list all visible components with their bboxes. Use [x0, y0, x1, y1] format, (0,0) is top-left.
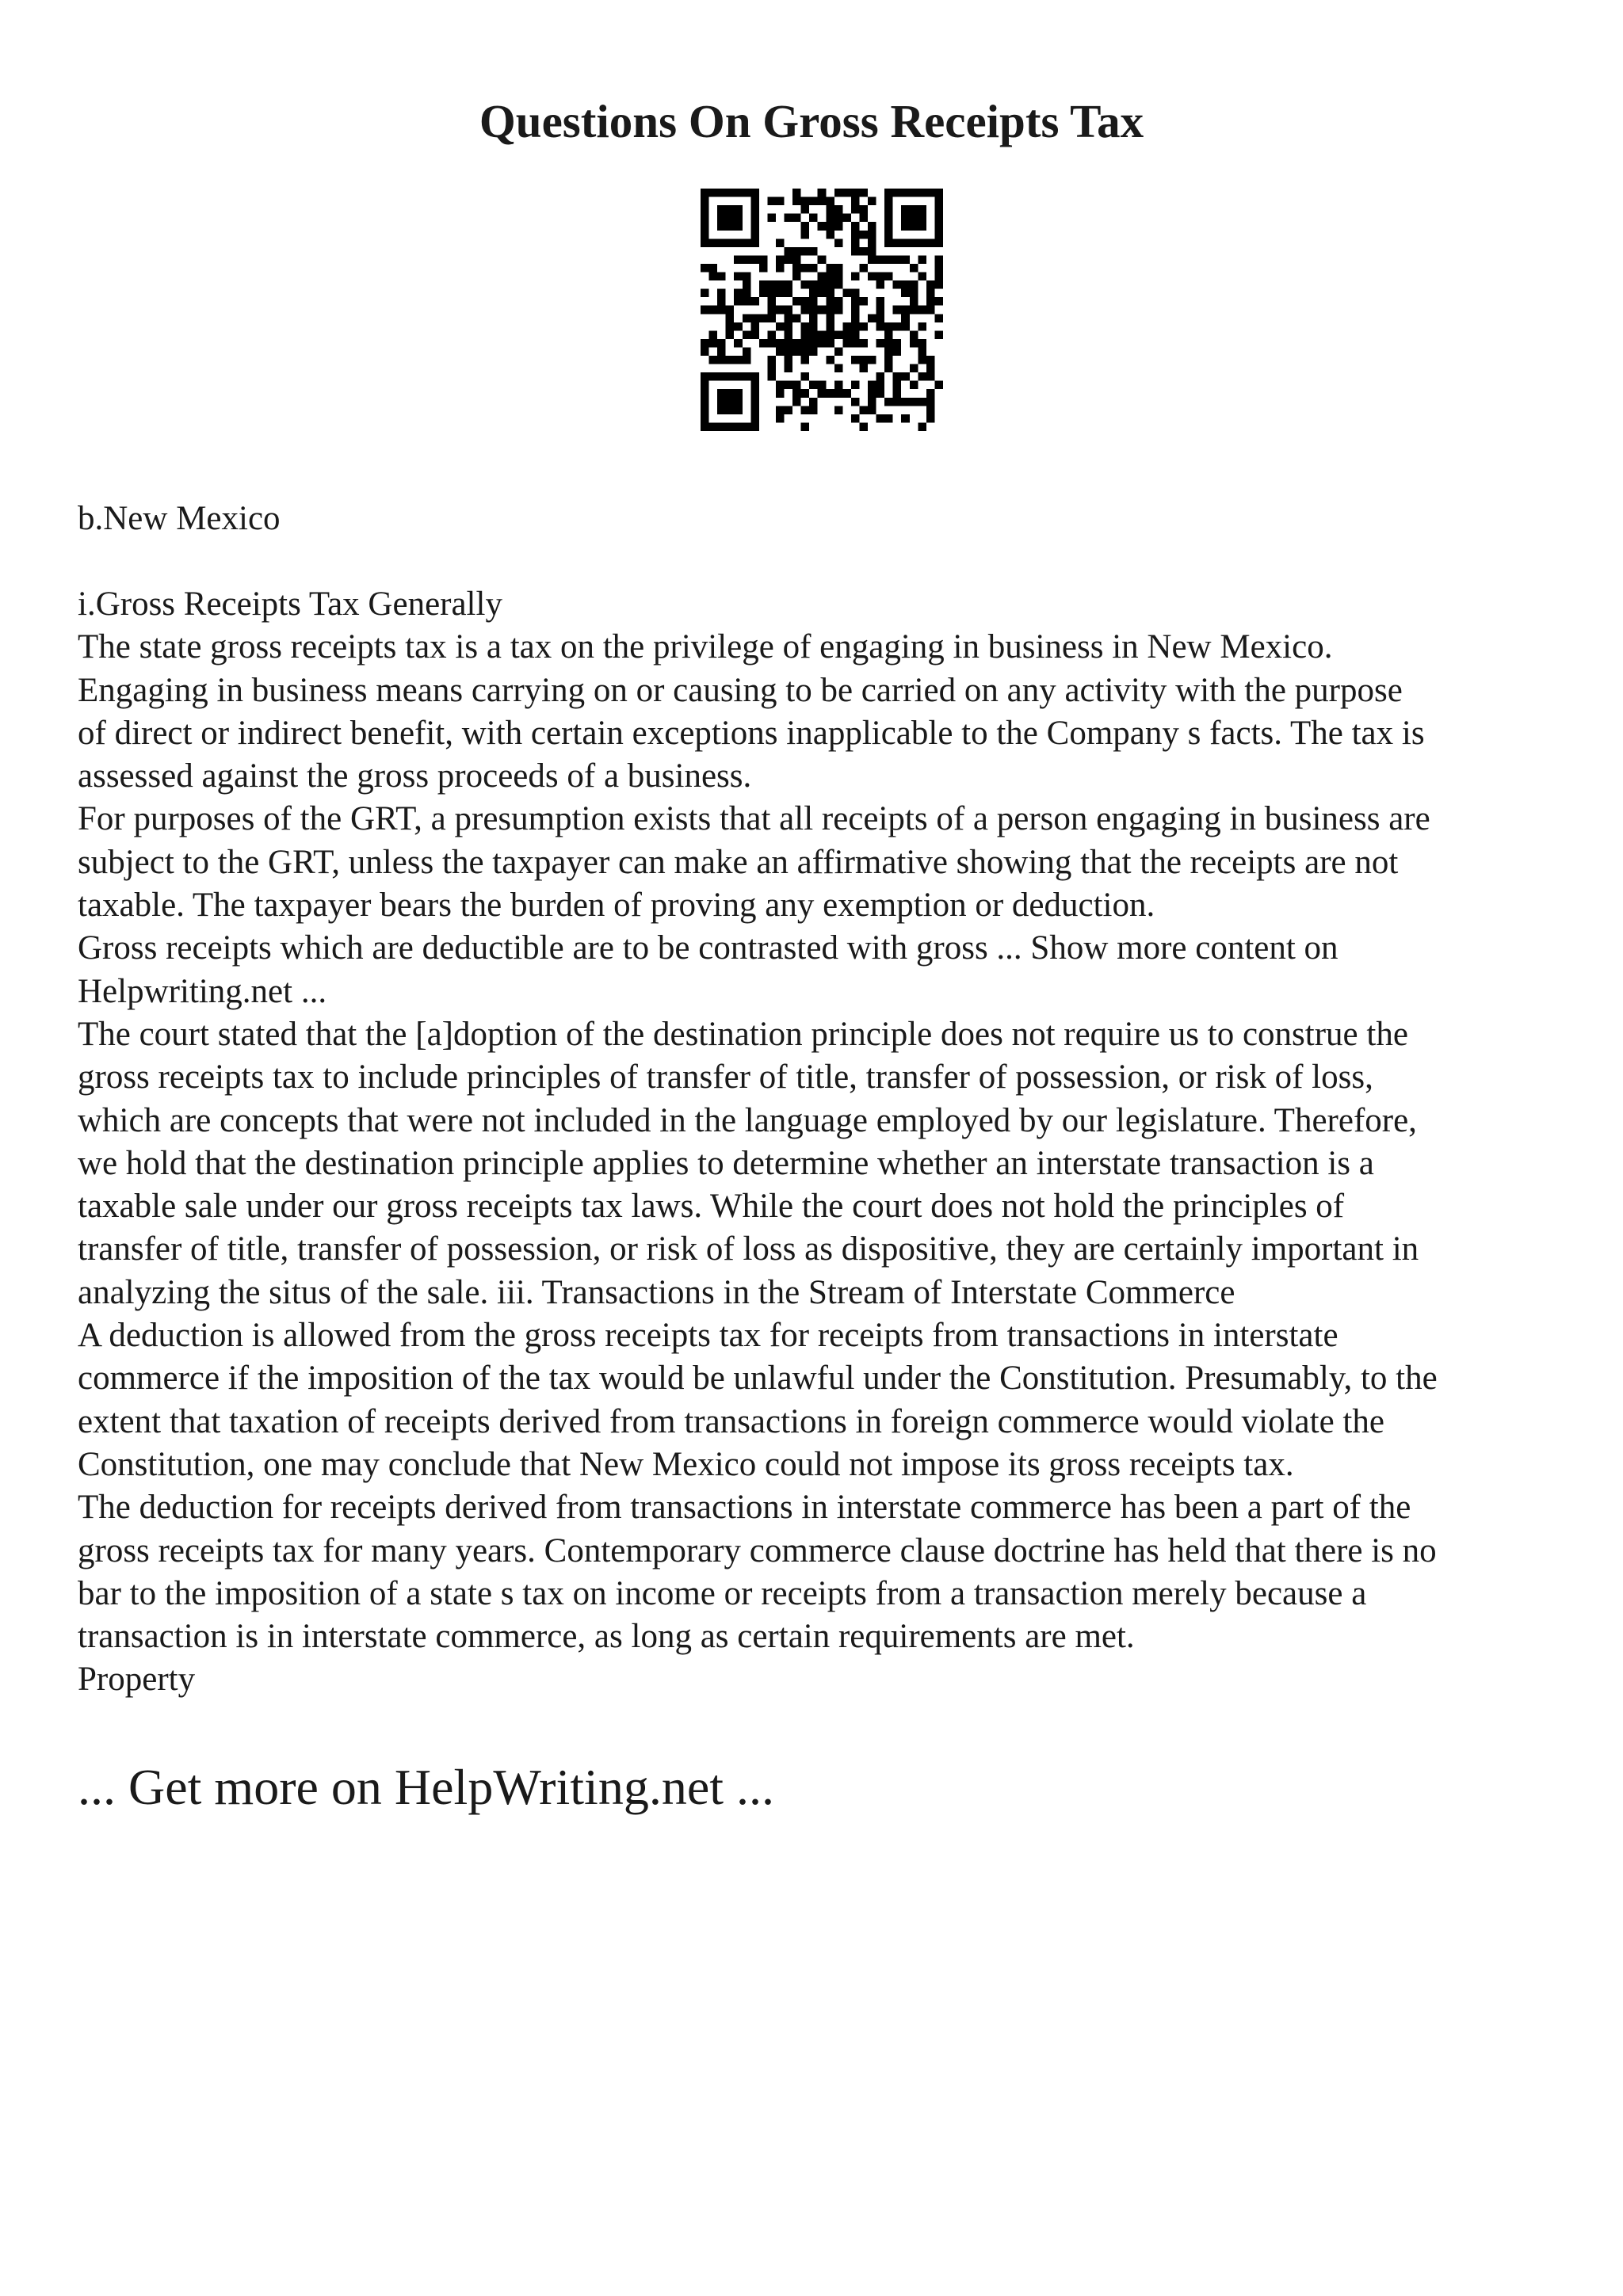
body-line: taxable sale under our gross receipts tax laws. While the court does not hold the principles of — [78, 1188, 1345, 1226]
body-line: The court stated that the [a]doption of the destination principle does not require us to construe the — [78, 1015, 1408, 1053]
body-line: transaction is in interstate commerce, as long as certain requirements are met. — [78, 1618, 1135, 1656]
body-line: Engaging in business means carrying on or causing to be carried on any activity with the purpose — [78, 671, 1403, 709]
qr-code-icon — [701, 189, 943, 431]
body-line: Helpwriting.net ... — [78, 972, 327, 1010]
section-heading: b.New Mexico — [78, 500, 281, 537]
body-line: we hold that the destination principle applies to determine whether an interstate transaction is a — [78, 1144, 1374, 1182]
body-line: gross receipts tax to include principles of transfer of title, transfer of possession, or risk of loss, — [78, 1058, 1373, 1097]
body-line: A deduction is allowed from the gross receipts tax for receipts from transactions in interstate — [78, 1317, 1338, 1355]
body-line: The deduction for receipts derived from transactions in interstate commerce has been a part of the — [78, 1489, 1411, 1527]
body-line: of direct or indirect benefit, with certain exceptions inapplicable to the Company s facts. The tax is — [78, 714, 1425, 752]
body-line: transfer of title, transfer of possession, or risk of loss as dispositive, they are certainly important in — [78, 1230, 1419, 1268]
body-line: bar to the imposition of a state s tax on income or receipts from a transaction merely because a — [78, 1574, 1367, 1612]
body-line: assessed against the gross proceeds of a business. — [78, 757, 752, 795]
body-line: Property — [78, 1661, 196, 1699]
body-line: taxable. The taxpayer bears the burden of proving any exemption or deduction. — [78, 887, 1155, 925]
page-title: Questions On Gross Receipts Tax — [479, 95, 1144, 147]
body-line: analyzing the situs of the sale. iii. Transactions in the Stream of Interstate Commerce — [78, 1273, 1235, 1311]
body-line: gross receipts tax for many years. Contemporary commerce clause doctrine has held that there is no — [78, 1531, 1437, 1569]
body-line: subject to the GRT, unless the taxpayer can make an affirmative showing that the receipts are not — [78, 843, 1399, 881]
body-line: The state gross receipts tax is a tax on the privilege of engaging in business in New Mexico. — [78, 628, 1333, 666]
body-line: commerce if the imposition of the tax would be unlawful under the Constitution. Presumably, to the — [78, 1360, 1438, 1398]
helpwriting-link[interactable]: ... Get more on HelpWriting.net ... — [78, 1759, 774, 1815]
body-line: Gross receipts which are deductible are to be contrasted with gross ... Show more content on — [78, 929, 1338, 967]
body-line: extent that taxation of receipts derived from transactions in foreign commerce would violate the — [78, 1402, 1384, 1440]
body-line: i.Gross Receipts Tax Generally — [78, 585, 502, 623]
body-line: For purposes of the GRT, a presumption exists that all receipts of a person engaging in business are — [78, 800, 1430, 838]
body-line: Constitution, one may conclude that New Mexico could not impose its gross receipts tax. — [78, 1445, 1294, 1483]
document-body — [78, 583, 1568, 1702]
body-line: which are concepts that were not included in the language employed by our legislature. Therefore, — [78, 1101, 1417, 1139]
